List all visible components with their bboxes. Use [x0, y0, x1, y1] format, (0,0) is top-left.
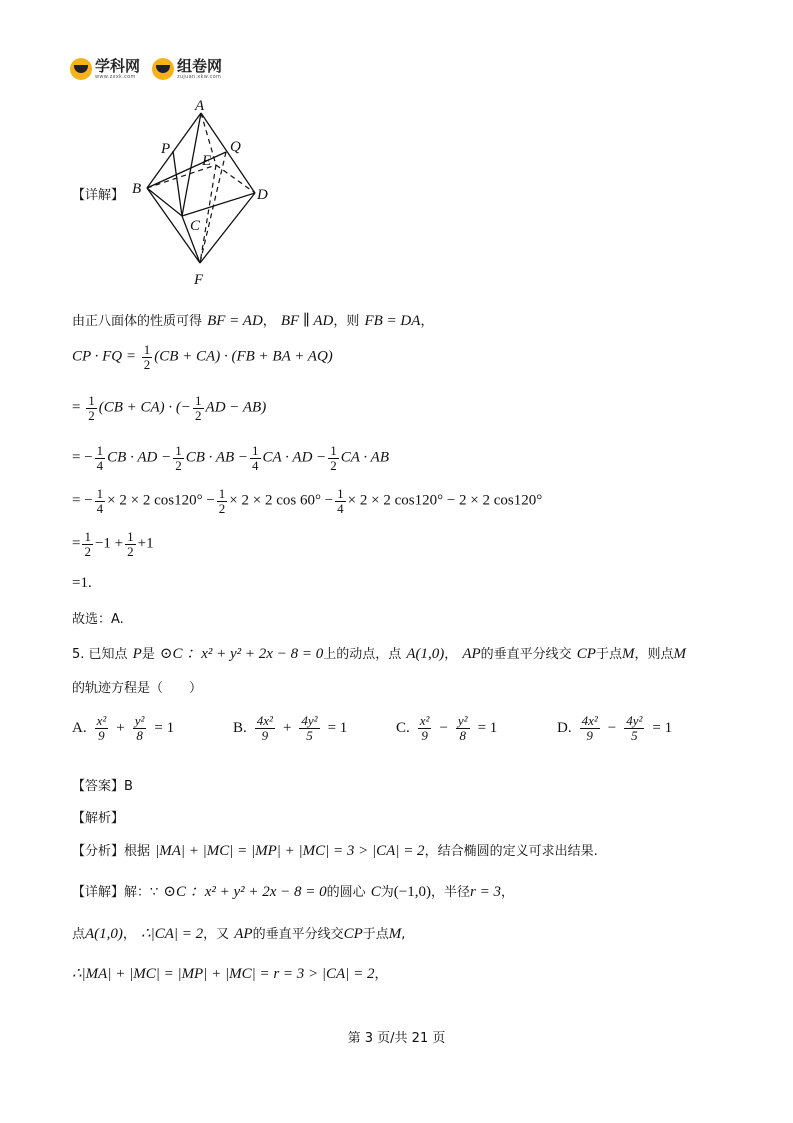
fraction: $\frac{1}{2}$ [330, 443, 337, 473]
solution-line-3: ∴|MA| + |MC| = |MP| + |MC| = r = 3 > |CA| = 2， [72, 966, 388, 982]
point-f-label: F [194, 272, 204, 288]
page-footer: 第 3 页/共 21 页 [347, 1031, 446, 1046]
fenxi-line: 【分析】根据 |MA| + |MC| = |MP| + |MC| = 3 > |CA| = 2，结合椭圆的定义可求出结果. [72, 843, 598, 859]
edge-cd [182, 193, 255, 216]
logo-name: 组卷网 [177, 56, 223, 75]
edge-df [200, 193, 255, 263]
edge-ef-hidden [200, 165, 216, 263]
point-d-label: D [257, 187, 268, 203]
point-b-label: B [132, 181, 142, 197]
fraction: $\frac{1}{2}$ [143, 342, 151, 372]
fraction: $\frac{1}{2}$ [175, 443, 182, 473]
segment-pc [173, 151, 182, 216]
point-q-label: Q [230, 139, 241, 155]
choice-b[interactable]: B. $\frac{\text{4x²}}{9}$ + $\frac{\text{4y²}}{5}$ = 1 [233, 713, 348, 743]
fraction: $\frac{1}{4}$ [96, 486, 104, 516]
solution-intro: 由正八面体的性质可得 BF = AD， BF ∥ AD，则 FB = DA， [72, 313, 434, 329]
equation-line-2: = $\frac{1}{2}$ (CB + CA) · (− $\frac{1}{2}$ AD − AB) [72, 393, 267, 423]
figure-label: 【详解】 [72, 188, 125, 203]
logo-name: 学科网 [95, 56, 141, 75]
answer-4: 故选：A. [72, 612, 124, 627]
equation-line-5: = $\frac{1}{2}$ −1 + $\frac{1}{2}$ +1 [72, 529, 154, 559]
xuekewang-badge-icon [70, 58, 92, 80]
point-p-label: P [161, 141, 171, 157]
equation-line-3: = − $\frac{1}{4}$ CB · AD − $\frac{1}{2}$ CB · AB − $\frac{1}{4}$ CA · AD − $\frac{1}{2}$ CA · AB [72, 443, 389, 473]
answer-5: 【答案】B [72, 779, 133, 794]
fraction: $\frac{1}{4}$ [96, 443, 104, 473]
zujuanwang-badge-icon [152, 58, 174, 80]
choice-a[interactable]: A. $\frac{\text{x²}}{9}$ + $\frac{\text{y²}}{8}$ = 1 [72, 713, 175, 743]
fraction: $\frac{1}{2}$ [88, 393, 95, 423]
logo-zujuanwang [152, 58, 222, 80]
octahedron-figure [120, 95, 280, 295]
point-a-label: A [195, 98, 205, 114]
logo-url: zujuan.xkw.com [177, 73, 222, 80]
choice-c[interactable]: C. $\frac{\text{x²}}{9}$ − $\frac{\text{y²}}{8}$ = 1 [396, 713, 498, 743]
edge-ab [147, 113, 201, 188]
xiangjie-line: 【详解】解：∵ ⊙C ：x² + y² + 2x − 8 = 0的圆心 C为(−1,0)，半径r = 3， [72, 884, 514, 900]
fraction: $\frac{1}{2}$ [127, 529, 134, 559]
fraction: $\frac{1}{2}$ [195, 393, 202, 423]
point-e-label: E [202, 153, 212, 169]
fraction: $\frac{1}{4}$ [337, 486, 344, 516]
question-5-stem: 5. 已知点 P是 ⊙C ：x² + y² + 2x − 8 = 0上的动点，点 A(1,0)， AP的垂直平分线交 CP于点M，则点M [72, 646, 686, 662]
question-5-stem-cont: 的轨迹方程是（ ） [72, 681, 203, 696]
logo-xuekewang [70, 58, 140, 80]
point-c-label: C [190, 218, 201, 234]
equation-line-6: =1. [72, 575, 92, 591]
analysis-label: 【解析】 [72, 811, 125, 826]
choice-d[interactable]: D. $\frac{\text{4x²}}{9}$ − $\frac{\text{4y²}}{5}$ = 1 [557, 713, 673, 743]
equation-line-1: CP · FQ = $\frac{1}{2}$ (CB + CA) · (FB + BA + AQ) [72, 342, 333, 372]
fraction: $\frac{1}{4}$ [252, 443, 259, 473]
header-logos [70, 58, 222, 80]
edge-ed-hidden [216, 165, 255, 193]
equation-line-4: = − $\frac{1}{4}$ × 2 × 2 cos120° − $\frac{1}{2}$ × 2 × 2 cos 60° − $\frac{1}{4}$ × 2 × 2 cos120° − 2 × 2 cos120° [72, 486, 543, 516]
fraction: $\frac{1}{2}$ [84, 529, 91, 559]
logo-url: www.zxxk.com [95, 73, 136, 80]
solution-line-2: 点A(1,0)， ∴|CA| = 2，又 AP的垂直平分线交CP于点M, [72, 926, 406, 942]
fraction: $\frac{1}{2}$ [218, 486, 226, 516]
